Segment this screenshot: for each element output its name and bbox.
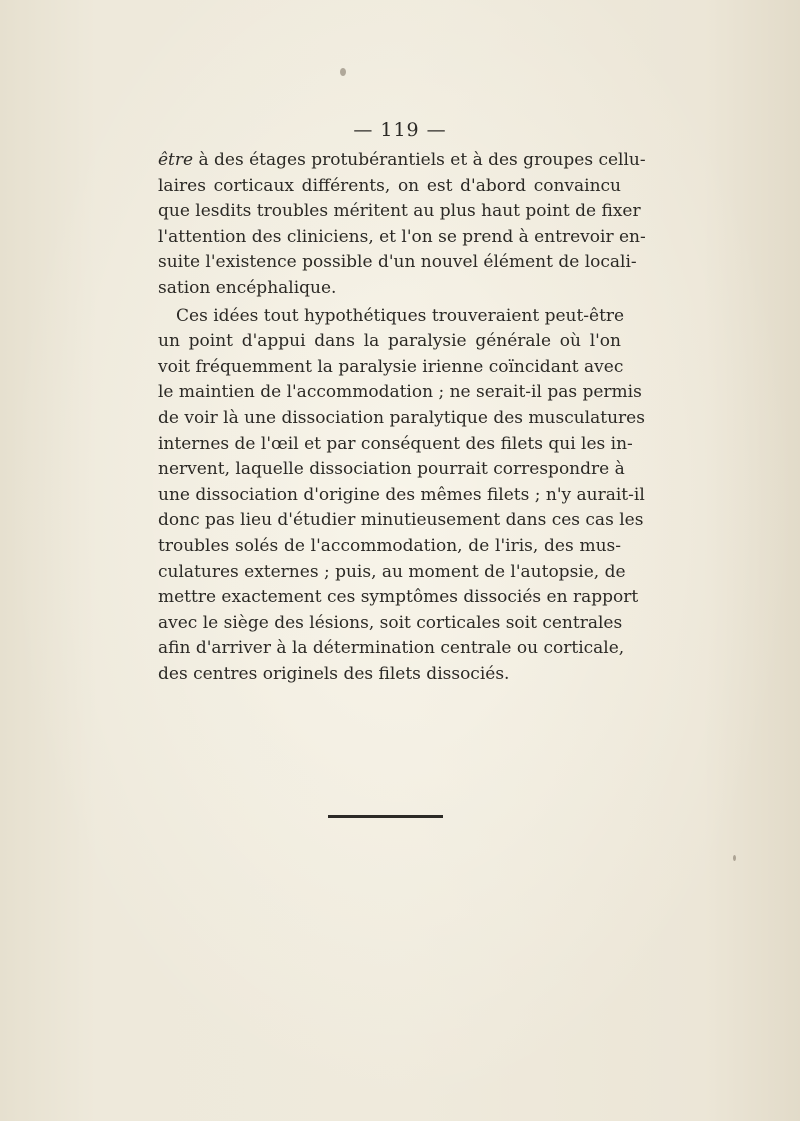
text-line: mettre exactement ces symptômes dissociés en rapport bbox=[158, 587, 639, 608]
text-line: Ces idées tout hypothétiques trouveraient peut-être bbox=[176, 305, 625, 326]
paragraph-1-line-1 bbox=[158, 148, 646, 174]
text-line: afin d'arriver à la détermination centrale ou corticale, bbox=[158, 638, 625, 659]
text-line: avec le siège des lésions, soit corticales soit centrales bbox=[158, 612, 623, 633]
text-line: laires corticaux différents, on est d'abord convaincu bbox=[158, 175, 621, 196]
end-rule bbox=[328, 815, 443, 818]
text-line: suite l'existence possible d'un nouvel élément de locali- bbox=[158, 252, 637, 273]
line-text: à des étages protubérantiels et à des groupes cellu- bbox=[193, 150, 646, 170]
body-text bbox=[158, 148, 646, 687]
text-line: le maintien de l'accommodation ; ne serait-il pas permis bbox=[158, 382, 642, 403]
text-line: un point d'appui dans la paralysie générale où l'on bbox=[158, 331, 621, 352]
text-line: l'attention des cliniciens, et l'on se prend à entrevoir en- bbox=[158, 226, 646, 247]
text-line: donc pas lieu d'étudier minutieusement dans ces cas les bbox=[158, 510, 644, 531]
paper-speck bbox=[340, 68, 346, 76]
text-line: des centres originels des filets dissociés. bbox=[158, 663, 510, 684]
text-line: sation encéphalique. bbox=[158, 277, 337, 298]
text-line: internes de l'œil et par conséquent des filets qui les in- bbox=[158, 433, 633, 454]
text-line: que lesdits troubles méritent au plus haut point de fixer bbox=[158, 201, 641, 222]
text-line: voit fréquemment la paralysie irienne coïncidant avec bbox=[158, 356, 624, 377]
text-line: culatures externes ; puis, au moment de l'autopsie, de bbox=[158, 561, 626, 582]
text-line: troubles solés de l'accommodation, de l'iris, des mus- bbox=[158, 535, 621, 556]
text-line: nervent, laquelle dissociation pourrait correspondre à bbox=[158, 459, 625, 480]
text-line: de voir là une dissociation paralytique des musculatures bbox=[158, 407, 645, 428]
page-number: — 119 — bbox=[353, 119, 447, 141]
italic-word: être bbox=[158, 150, 194, 170]
text-line: une dissociation d'origine des mêmes filets ; n'y aurait-il bbox=[158, 484, 645, 505]
paper-speck bbox=[733, 855, 736, 861]
